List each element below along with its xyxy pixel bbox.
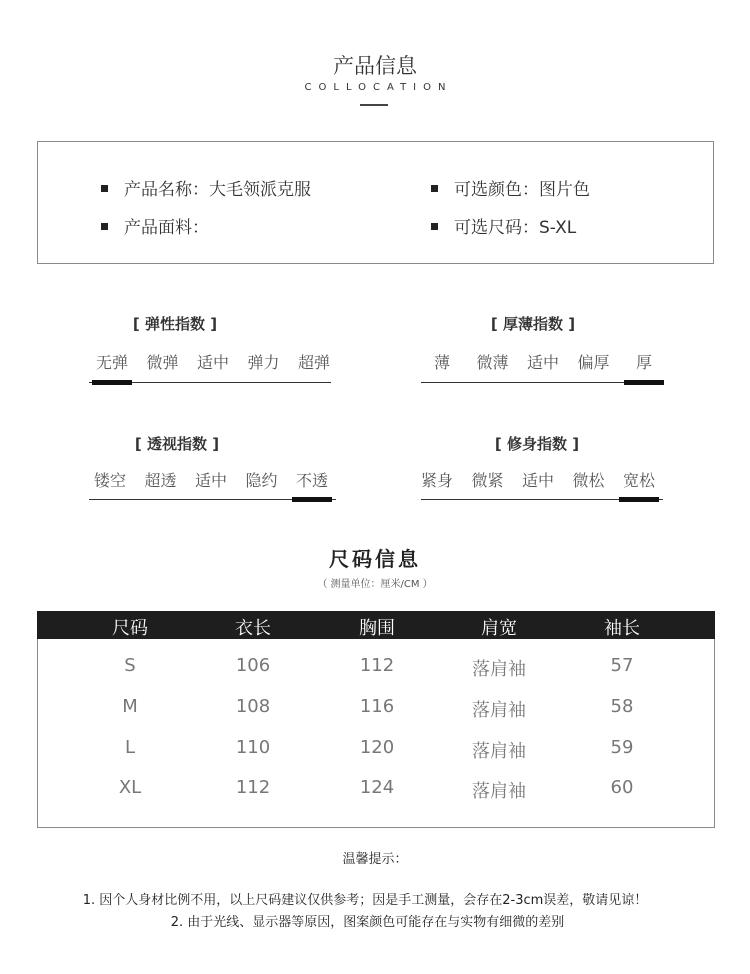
size-chart-title: 尺码信息 (329, 547, 421, 571)
table-cell: 59 (610, 737, 634, 758)
table-cell: 108 (235, 696, 271, 717)
info-item-size (431, 213, 576, 238)
index-option: 微薄 (476, 353, 509, 372)
table-cell: 落肩袖 (472, 781, 526, 802)
info-item-fabric (101, 213, 209, 238)
table-cell: S (124, 655, 136, 676)
index-option: 无弹 (95, 353, 128, 372)
index-option: 偏厚 (577, 353, 610, 372)
index-title: [ 透视指数 ] (134, 435, 220, 453)
table-header-cell: 胸围 (359, 618, 395, 639)
table-cell: 112 (235, 777, 271, 798)
note-line-1: 1. 因个人身材比例不用，以上尺码建议仅供参考；因是手工测量，会存在2-3cm误差，敬请见谅！ (82, 893, 648, 908)
table-header-cell: 衣长 (235, 618, 271, 639)
index-option: 适中 (196, 353, 229, 372)
info-item-color (431, 175, 590, 200)
index-title: [ 修身指数 ] (494, 435, 580, 453)
table-header-cell: 尺码 (112, 618, 148, 639)
product-info-box (37, 141, 714, 264)
index-selected-marker (92, 380, 132, 385)
table-cell: L (124, 737, 136, 758)
index-title: [ 弹性指数 ] (132, 315, 218, 333)
index-option: 微松 (572, 471, 605, 490)
page-subtitle: COLLOCATION (304, 82, 453, 93)
table-cell: 110 (235, 737, 271, 758)
index-option: 宽松 (622, 471, 655, 490)
index-option: 适中 (521, 471, 554, 490)
index-selected-marker (624, 380, 664, 385)
table-header-cell: 袖长 (604, 618, 640, 639)
size-chart-unit: （ 测量单位：厘米/CM ） (317, 579, 433, 590)
index-option: 适中 (194, 471, 227, 490)
info-item-text: 产品名称：大毛领派克服 (124, 180, 311, 200)
notes-title: 温馨提示： (342, 852, 408, 867)
index-option: 超透 (144, 471, 177, 490)
table-cell: 58 (610, 696, 634, 717)
info-item-text: 可选尺码：S-XL (454, 218, 577, 238)
table-cell: 116 (359, 696, 395, 717)
table-cell: XL (118, 777, 142, 798)
table-cell: 120 (359, 737, 395, 758)
index-option: 薄 (433, 353, 450, 372)
page-title: 产品信息 (333, 54, 417, 78)
index-title: [ 厚薄指数 ] (490, 315, 576, 333)
index-option: 不透 (295, 471, 328, 490)
table-cell: 57 (610, 655, 634, 676)
table-cell: 60 (610, 777, 634, 798)
table-cell: 落肩袖 (472, 700, 526, 721)
bullet-icon (431, 185, 438, 192)
index-option: 弹力 (247, 353, 280, 372)
table-cell: 124 (359, 777, 395, 798)
bullet-icon (101, 185, 108, 192)
index-option: 适中 (526, 353, 559, 372)
info-item-text: 产品面料： (124, 218, 209, 238)
bullet-icon (431, 223, 438, 230)
index-option: 微弹 (146, 353, 179, 372)
index-option: 厚 (635, 353, 652, 372)
table-cell: 落肩袖 (472, 659, 526, 680)
index-option: 微紧 (471, 471, 504, 490)
index-selected-marker (619, 497, 659, 502)
title-divider (360, 104, 388, 106)
index-option: 隐约 (245, 471, 278, 490)
table-cell: 106 (235, 655, 271, 676)
note-line-2: 2. 由于光线、显示器等原因，图案颜色可能存在与实物有细微的差别 (170, 915, 565, 930)
table-cell: 落肩袖 (472, 741, 526, 762)
table-cell: M (122, 696, 138, 717)
index-option: 超弹 (297, 353, 330, 372)
index-option: 镂空 (93, 471, 126, 490)
table-header-cell: 肩宽 (481, 618, 517, 639)
table-cell: 112 (359, 655, 395, 676)
index-option: 紧身 (420, 471, 453, 490)
info-item-name (101, 175, 311, 200)
bullet-icon (101, 223, 108, 230)
info-item-text: 可选颜色：图片色 (454, 180, 590, 200)
index-selected-marker (292, 497, 332, 502)
